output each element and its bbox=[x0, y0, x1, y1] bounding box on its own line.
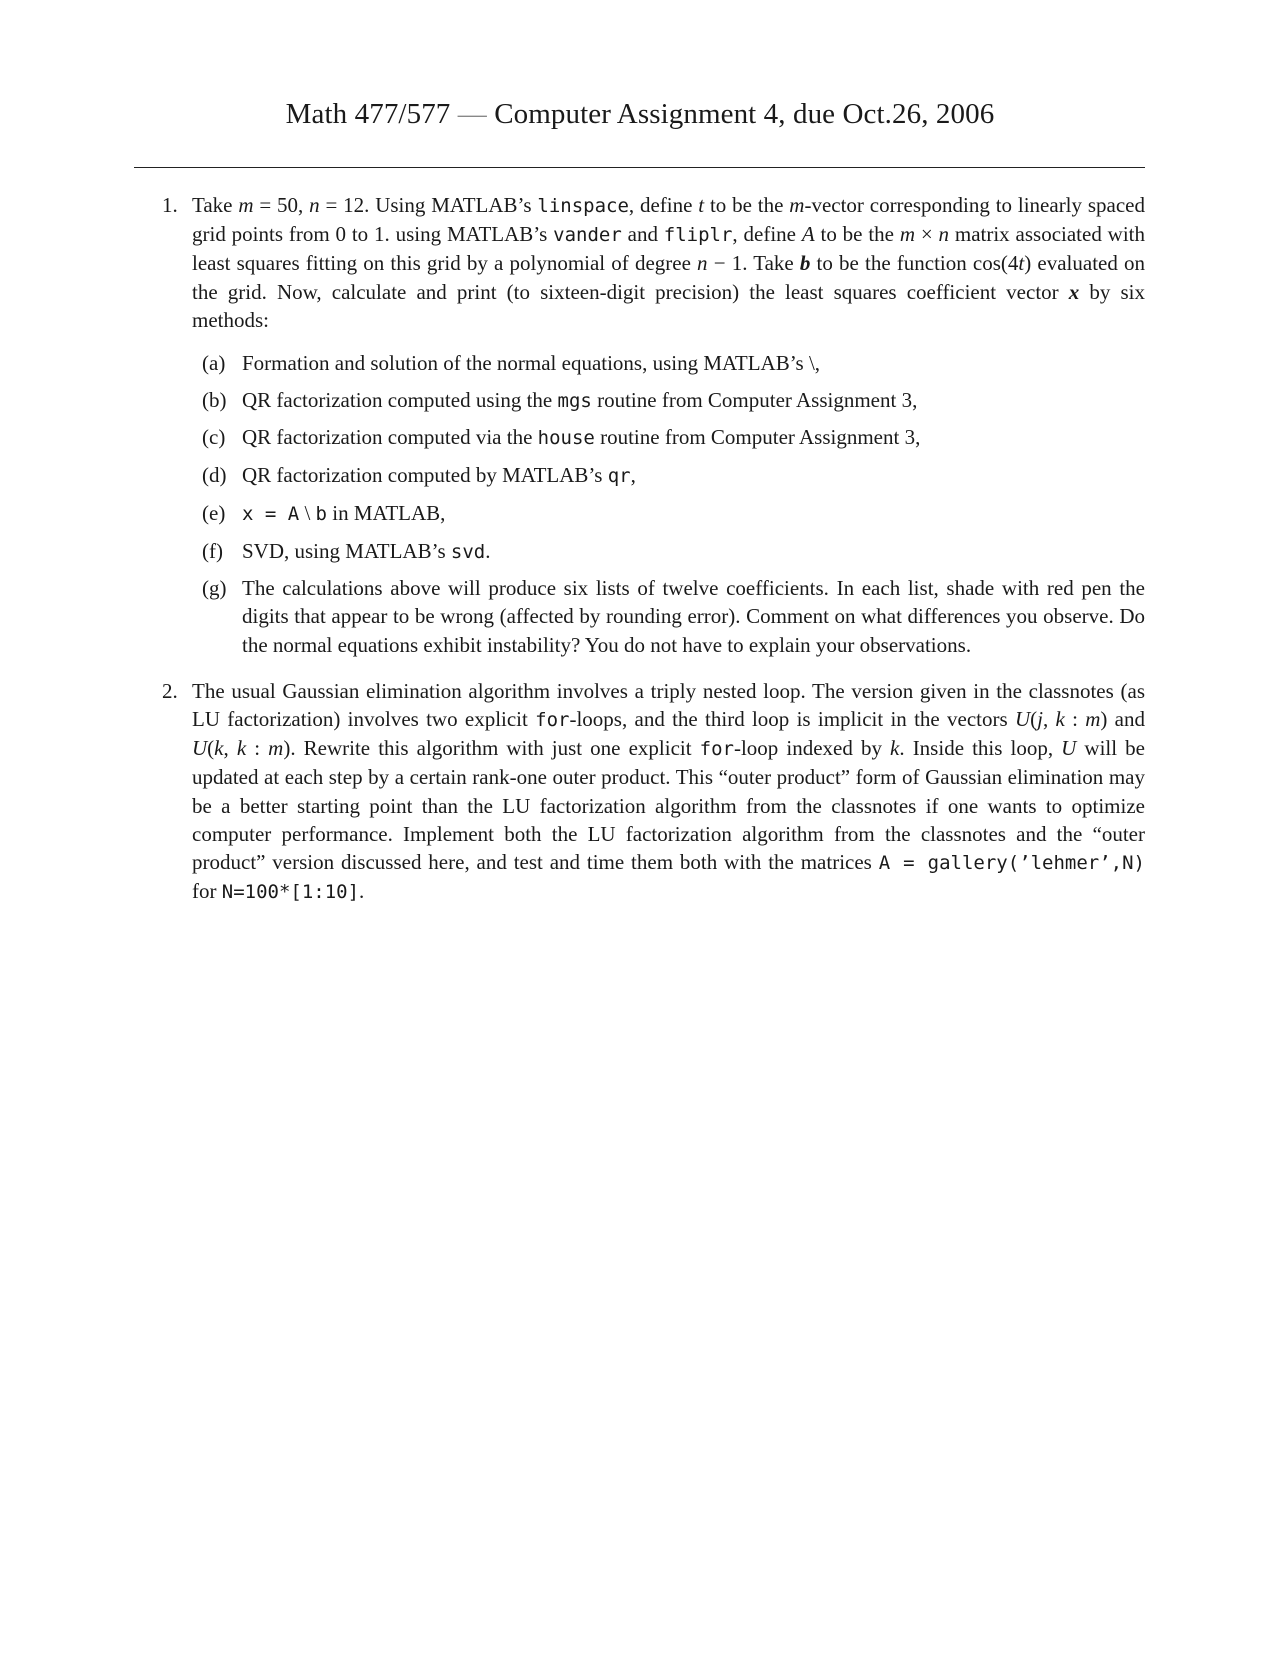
subitem bbox=[192, 349, 1145, 377]
math-text: m bbox=[789, 193, 805, 217]
math-text: k bbox=[214, 736, 224, 761]
math-text: x bbox=[1068, 279, 1080, 304]
title-dash: — bbox=[457, 98, 487, 130]
code-text: N=100*[1:10] bbox=[221, 881, 360, 904]
subitem bbox=[192, 423, 1145, 452]
text-run: . Inside this loop, bbox=[899, 736, 1062, 761]
subitem-text bbox=[242, 425, 920, 449]
subitem bbox=[192, 537, 1145, 566]
math-text: A bbox=[801, 222, 815, 247]
code-text: b bbox=[315, 502, 327, 525]
text-run: for bbox=[192, 879, 222, 904]
text-run: Take bbox=[192, 193, 239, 217]
subitem-text bbox=[242, 351, 820, 375]
subitem-text bbox=[242, 463, 636, 487]
text-run: routine from Computer Assignment 3, bbox=[594, 425, 921, 450]
text-run: Formation and solution of the normal equations, using MATLAB’s \, bbox=[242, 351, 821, 376]
text-run: \ bbox=[299, 500, 316, 525]
text-run: , define bbox=[628, 193, 699, 217]
page-title bbox=[0, 98, 1280, 131]
problem-number: 2. bbox=[162, 678, 178, 703]
text-run: , define bbox=[732, 222, 802, 247]
problem-2 bbox=[162, 677, 1145, 907]
text-run: SVD, using MATLAB’s bbox=[242, 538, 451, 563]
text-run: × bbox=[915, 222, 939, 247]
text-run: ( bbox=[207, 736, 215, 761]
math-text: U bbox=[192, 736, 208, 761]
text-run: to be the bbox=[814, 222, 900, 247]
subitem-label: (b) bbox=[202, 387, 227, 412]
text-run: QR factorization computed via the bbox=[242, 425, 538, 450]
math-text: b bbox=[799, 251, 811, 276]
text-run: ( bbox=[1030, 707, 1038, 732]
subitem-text bbox=[242, 501, 445, 525]
text-run: : bbox=[246, 736, 269, 761]
code-text: svd bbox=[450, 540, 486, 563]
text-run: , bbox=[223, 736, 237, 761]
math-text: t bbox=[698, 193, 705, 217]
problem-text bbox=[192, 191, 1145, 334]
text-run: The usual Gaussian elimination algorithm involves a triply nested loop. The version given in the classnotes (as LU factorization) involves two explicit bbox=[192, 678, 1145, 732]
subitem-text bbox=[242, 576, 1145, 656]
text-run: and bbox=[621, 222, 664, 247]
math-text: n bbox=[697, 251, 708, 276]
problem-text bbox=[192, 677, 1145, 907]
subitem bbox=[192, 499, 1145, 528]
text-run: : bbox=[1064, 707, 1086, 732]
text-run: ) evaluated on the grid. Now, calculate and print (to sixteen-digit precision) the least squares coefficient vector bbox=[192, 251, 1146, 304]
subitem-label: (a) bbox=[202, 351, 226, 376]
text-run: ) and bbox=[1100, 707, 1145, 732]
math-text: n bbox=[938, 222, 950, 247]
code-text: qr bbox=[607, 465, 631, 488]
text-run: ). Rewrite this algorithm with just one explicit bbox=[283, 736, 700, 761]
math-text: m bbox=[238, 193, 254, 217]
text-run: by six methods: bbox=[192, 279, 1145, 332]
problem-number: 1. bbox=[162, 193, 178, 217]
text-run: QR factorization computed using the bbox=[242, 387, 558, 412]
code-text: linspace bbox=[537, 195, 629, 217]
text-run: routine from Computer Assignment 3, bbox=[591, 387, 918, 412]
code-text: x = A bbox=[242, 502, 300, 525]
subitem bbox=[192, 461, 1145, 490]
math-text: U bbox=[1014, 707, 1031, 732]
text-run: -loops, and the third loop is implicit in the vectors bbox=[569, 707, 1015, 732]
text-run: , bbox=[1042, 707, 1056, 732]
code-text: house bbox=[537, 427, 595, 450]
subitem-label: (d) bbox=[202, 463, 227, 488]
text-run: -vector corresponding to linearly spaced grid points from 0 to 1. using MATLAB’s bbox=[192, 193, 1145, 247]
code-text: for bbox=[535, 709, 570, 732]
problem-list bbox=[162, 191, 1145, 924]
text-run: . bbox=[485, 538, 491, 563]
text-run: − 1. Take bbox=[707, 251, 800, 276]
subitem-text bbox=[242, 539, 490, 563]
subitem bbox=[192, 386, 1145, 415]
title-assignment: Computer Assignment 4, due Oct.26, 2006 bbox=[494, 98, 995, 130]
problem-1 bbox=[162, 191, 1145, 659]
code-text: fliplr bbox=[663, 224, 733, 247]
text-run: will be updated at each step by a certain rank-one outer product. This “outer product” form of Gaussian elimination may be a better starting point than the LU factorization algorithm from the classnotes if one wants to optimize computer performance. Implement both the LU factorization algorithm from the classnotes and the “outer product” version discussed here, and test and time them both with the matrices bbox=[192, 736, 1145, 875]
math-text: k bbox=[236, 736, 247, 761]
code-text: mgs bbox=[557, 389, 592, 412]
math-text: j bbox=[1037, 707, 1043, 732]
subitem-text bbox=[242, 388, 917, 412]
text-run: , bbox=[630, 463, 636, 488]
text-run: to be the bbox=[704, 193, 790, 217]
title-rule bbox=[134, 167, 1145, 168]
text-run: = 12. Using MATLAB’s bbox=[319, 193, 538, 217]
subitem-label: (g) bbox=[202, 576, 227, 601]
math-text: U bbox=[1061, 736, 1077, 761]
subitem-label: (f) bbox=[202, 538, 223, 563]
subitem bbox=[192, 574, 1145, 659]
math-text: n bbox=[309, 193, 320, 217]
math-text: k bbox=[890, 736, 900, 761]
text-run: to be the function cos(4 bbox=[810, 251, 1019, 276]
title-course: Math 477/577 bbox=[285, 98, 451, 130]
text-run: -loop indexed by bbox=[733, 736, 891, 761]
text-run: in MATLAB, bbox=[327, 500, 446, 525]
subitem-label: (c) bbox=[202, 425, 226, 450]
text-run: . bbox=[359, 879, 365, 904]
text-run: = 50, bbox=[253, 193, 310, 217]
math-text: m bbox=[268, 736, 284, 761]
math-text: m bbox=[1085, 707, 1101, 732]
text-run: The calculations above will produce six lists of twelve coefficients. In each list, shade with red pen the digits that appear to be wrong (affected by rounding error). Comment on what differences you observe. Do the normal equations exhibit instability? You do not have to explain your observations. bbox=[242, 576, 1145, 657]
subitem-list bbox=[192, 349, 1145, 659]
text-run: QR factorization computed by MATLAB’s bbox=[242, 463, 608, 488]
text-run: matrix associated with least squares fitting on this grid by a polynomial of degree bbox=[192, 222, 1145, 276]
math-text: k bbox=[1055, 707, 1065, 732]
code-text: for bbox=[699, 738, 734, 761]
math-text: t bbox=[1018, 251, 1025, 276]
math-text: m bbox=[899, 222, 915, 247]
code-text: A = gallery(’lehmer’,N) bbox=[878, 852, 1145, 875]
subitem-label: (e) bbox=[202, 500, 226, 525]
code-text: vander bbox=[553, 224, 622, 247]
